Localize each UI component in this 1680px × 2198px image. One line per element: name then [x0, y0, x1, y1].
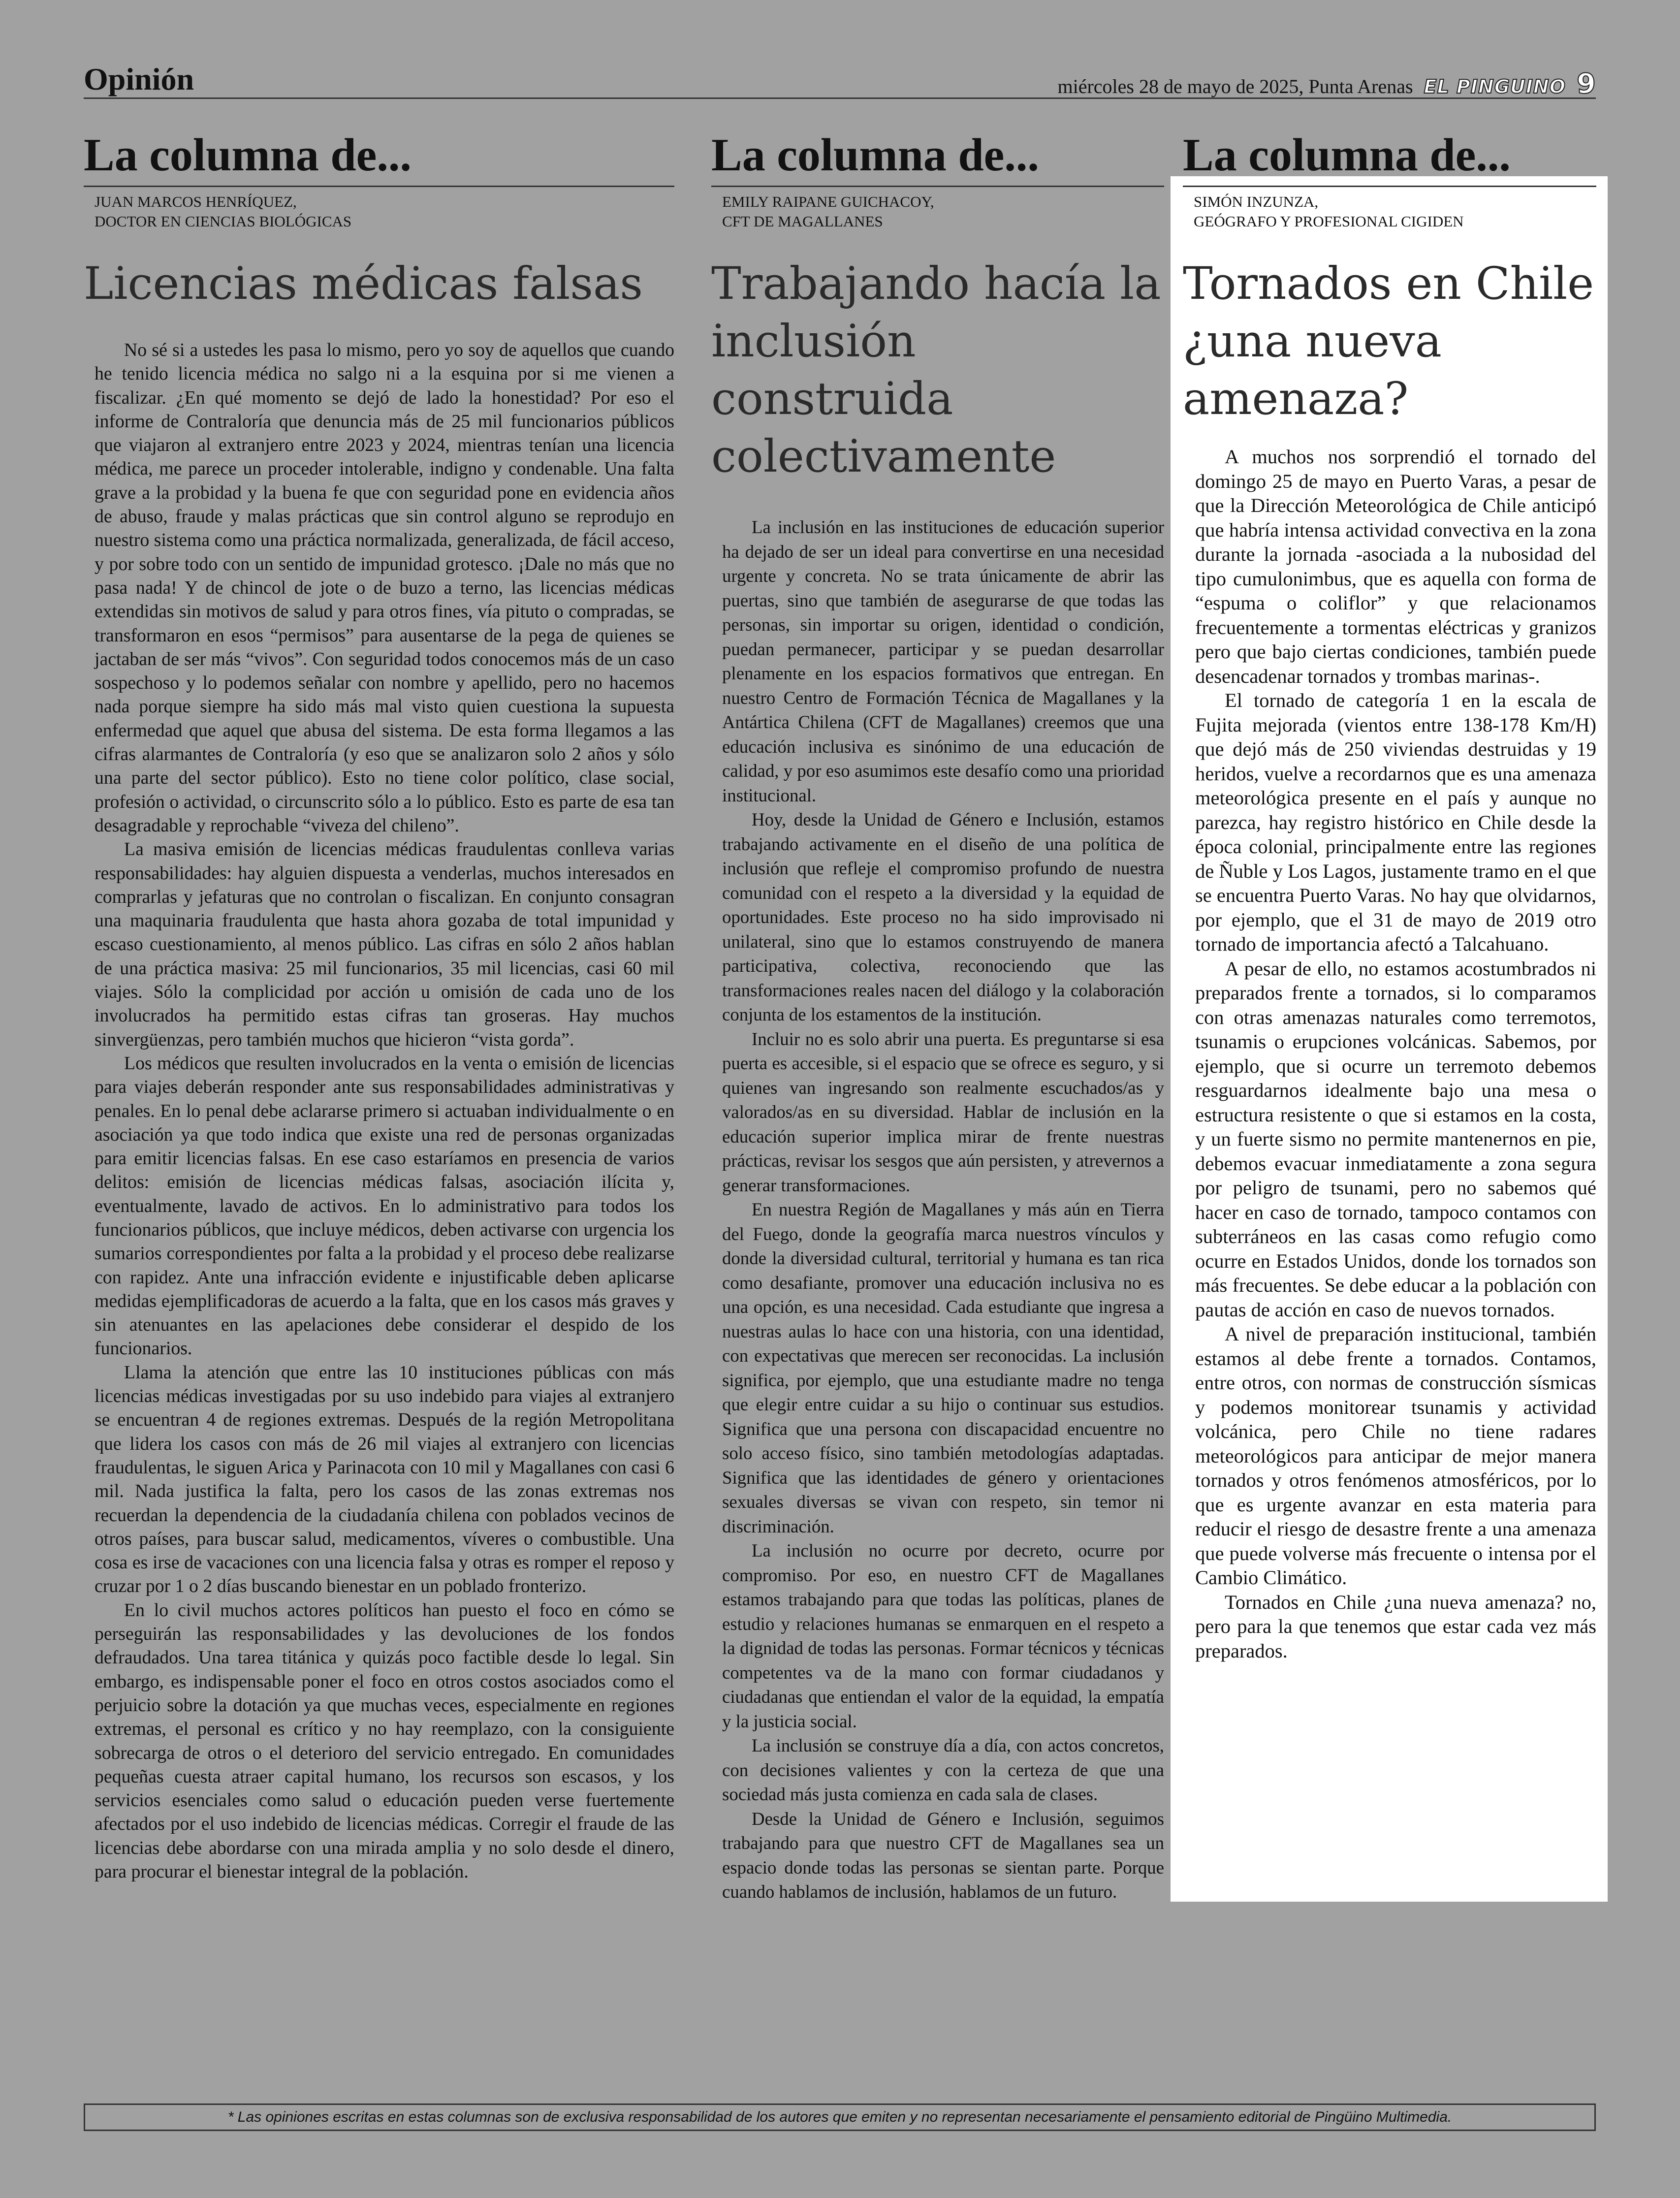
article-title: Licencias médicas falsas	[84, 258, 643, 310]
article-body	[1183, 445, 1596, 1663]
column-2	[711, 130, 1164, 1904]
column-kicker: La columna de...	[711, 130, 1164, 187]
paragraph: La inclusión no ocurre por decreto, ocurre por compromiso. Por eso, en nuestro CFT de Magallanes estamos trabajando para que todas las políticas, planes de estudio y relaciones humanas se enmarquen en el respeto a la dignidad de todas las personas. Formar técnicos y técnicas competentes va de la mano con formar ciudadanos y ciudadanas que entiendan el valor de la equidad, la empatía y la justicia social.	[722, 1540, 1164, 1731]
paragraph: Desde la Unidad de Género e Inclusión, seguimos trabajando para que nuestro CFT de Magallanes sea un espacio donde todas las personas se sientan parte. Porque cuando hablamos de inclusión, hablamos de un futuro.	[722, 1808, 1164, 1902]
paragraph: La masiva emisión de licencias médicas fraudulentas conlleva varias responsabilidades: hay alguien dispuesta a venderlas, muchos interesados en comprarlas y jefaturas que no controlan o fiscalizan. En conjunto consagran una maquinaria fraudulenta que hasta ahora gozaba de total impunidad y escaso cuestionamiento, al menos público. Las cifras en sólo 2 años hablan de una práctica masiva: 25 mil funcionarios, 35 mil licencias, casi 60 mil viajes. Sólo la complicidad por acción u omisión de cada uno de los involucrados ha permitido estas cifras tan groseras. Hay muchos sinvergüenzas, pero también muchos que hicieron “vista gorda”.	[95, 839, 674, 1050]
paragraph: El tornado de categoría 1 en la escala de Fujita mejorada (vientos entre 138-178 Km/H) que dejó más de 250 viviendas destruidas y 19 heridos, vuelve a recordarnos que es una amenaza meteorológica presente en el país y aunque no parezca, hay registro histórico en Chile desde la época colonial, principalmente entre las regiones de Ñuble y Los Lagos, justamente tramo en el que se encuentra Puerto Varas. No hay que olvidarnos, por ejemplo, que el 31 de mayo de 2019 otro tornado de importancia afectó a Talcahuano.	[1195, 689, 1596, 955]
paragraph: A nivel de preparación institucional, también estamos al debe frente a tornados. Contamos, entre otros, con normas de construcción sísmicas y podemos monitorear tsunamis y actividad volcánica, pero Chile no tiene radares meteorológicos para anticipar de mejor manera tornados y otros fenómenos atmosféricos, por lo que es urgente avanzar en esta materia para reducir el riesgo de desastre frente a una amenaza que puede volverse más frecuente o intensa por el Cambio Climático.	[1195, 1323, 1596, 1589]
article-body	[84, 338, 674, 1883]
paragraph: A pesar de ello, no estamos acostumbrados ni preparados frente a tornados, si lo comparamos con otras amenazas naturales como terremotos, tsunamis o erupciones volcánicas. Sabemos, por ejemplo, que si ocurre un terremoto debemos resguardarnos idealmente bajo una mesa o estructura resistente o que si estamos en la costa, y un fuerte sismo no permite mantenernos en pie, debemos evacuar inmediatamente a zona segura por peligro de tsunami, pero no sabemos qué hacer en caso de tornado, tampoco contamos con subterráneos en las casas como refugio como ocurre en Estados Unidos, donde los tornados son más frecuentes. Se debe educar a la población con pautas de acción en caso de nuevos tornados.	[1195, 957, 1596, 1321]
author-name: SIMÓN INZUNZA,	[1194, 193, 1319, 210]
column-1	[84, 130, 674, 1883]
section-title: Opinión	[84, 62, 194, 96]
paragraph: Tornados en Chile ¿una nueva amenaza? no, pero para la que tenemos que estar cada vez más preparados.	[1195, 1591, 1596, 1662]
column-kicker: La columna de...	[1183, 130, 1596, 187]
author-title: CFT DE MAGALLANES	[722, 213, 883, 230]
article-title: Trabajando hacía la inclusión construida colectivamente	[711, 258, 1161, 482]
paragraph: La inclusión en las instituciones de educación superior ha dejado de ser un ideal para convertirse en una necesidad urgente y concreta. No se trata únicamente de abrir las puertas, sino que también de asegurarse de que todas las personas, sin importar su origen, identidad o condición, puedan permanecer, participar y se puedan desarrollar plenamente en los espacios formativos que entregan. En nuestro Centro de Formación Técnica de Magallanes y la Antártica Chilena (CFT de Magallanes) creemos que una educación inclusiva es sinónimo de una educación de calidad, y por eso asumimos este desafío como una prioridad institucional.	[722, 517, 1164, 805]
author-byline	[722, 192, 1164, 231]
newspaper-logo: EL PINGUINO	[1424, 76, 1566, 97]
dateline	[1057, 68, 1596, 100]
author-byline	[1194, 192, 1596, 231]
author-title: DOCTOR EN CIENCIAS BIOLÓGICAS	[95, 213, 352, 230]
page-header	[84, 58, 1596, 99]
page-number: 9	[1577, 68, 1596, 100]
column-kicker: La columna de...	[84, 130, 674, 187]
author-name: JUAN MARCOS HENRÍQUEZ,	[95, 193, 297, 210]
author-title: GEÓGRAFO Y PROFESIONAL CIGIDEN	[1194, 213, 1464, 230]
paragraph: No sé si a ustedes les pasa lo mismo, pero yo soy de aquellos que cuando he tenido licencia médica no salgo ni a la esquina por si me vienen a fiscalizar. ¿En qué momento se dejó de lado la honestidad? Por eso el informe de Contraloría que denuncia más de 25 mil funcionarios públicos que viajaron al extranjero entre 2023 y 2024, mientras tenían una licencia médica, me parece un proceder intolerable, indigno y condenable. Una falta grave a la probidad y la buena fe que con seguridad pone en evidencia años de abuso, fraude y malas prácticas que sin control alguno se reprodujo en nuestro sistema como una práctica normalizada, generalizada, de fácil acceso, y por sobre todo con un sentido de impunidad grotesco. ¡Dale no más que no pasa nada! Y de chincol de jote o de buzo a terno, las licencias médicas extendidas sin motivos de salud y para otros fines, vía pituto o compradas, se transformaron en esos “permisos” para ausentarse de la pega de quienes se jactaban de ser más “vivos”. Con seguridad todos conocemos más de un caso sospechoso y lo podemos señalar con nombre y apellido, pero no hacemos nada porque siempre ha sido más mal visto quien cuestiona la supuesta enfermedad que aquel que abusa del sistema. De esta forma llegamos a las cifras alarmantes de Contraloría (y eso que se analizaron solo 2 años y sólo una parte del sector público). Esto no tiene color político, clase social, profesión o actividad, o circunscrito sólo a lo público. Esto es parte de esa tan desagradable y reprochable “viveza del chileno”.	[95, 340, 674, 836]
paragraph: A muchos nos sorprendió el tornado del domingo 25 de mayo en Puerto Varas, a pesar de que la Dirección Meteorológica de Chile anticipó que habría intensa actividad convectiva en la zona durante la jornada -asociada a la nubosidad del tipo cumulonimbus, que es aquella con forma de “espuma o coliflor” y que relacionamos frecuentemente a tormentas eléctricas y granizos pero que bajo ciertas condiciones, también puede desencadenar tornados y trombas marinas-.	[1195, 446, 1596, 687]
paragraph: La inclusión se construye día a día, con actos concretos, con decisiones valientes y con la certeza de que una sociedad más justa comienza en cada sala de clases.	[722, 1735, 1164, 1804]
paragraph: Hoy, desde la Unidad de Género e Inclusión, estamos trabajando activamente en el diseño de una política de inclusión que refleje el compromiso profundo de nuestra comunidad con el respeto a la diversidad y la equidad de oportunidades. Este proceso no ha sido improvisado ni unilateral, sino que lo estamos construyendo de manera participativa, colectiva, reconociendo que las transformaciones reales nacen del diálogo y la colaboración conjunta de los estamentos de la institución.	[722, 809, 1164, 1024]
column-3	[1183, 130, 1596, 1663]
paragraph: En lo civil muchos actores políticos han puesto el foco en cómo se perseguirán las responsabilidades y las devoluciones de los fondos defraudados. Una tarea titánica y quizás poco factible desde lo legal. Sin embargo, es indispensable poner el foco en otros costos asociados como el perjuicio sobre la dotación ya que muchas veces, especialmente en regiones extremas, el personal es crítico y no hay reemplazo, con la consiguiente sobrecarga de otros o el deterioro del servicio entregado. En comunidades pequeñas cuesta atraer capital humano, los recursos son escasos, y los servicios esenciales como salud o educación pueden verse fuertemente afectados por el uso indebido de licencias médicas. Corregir el fraude de las licencias debe abordarse con una mirada amplia y no solo desde el dinero, para procurar el bienestar integral de la población.	[95, 1599, 674, 1882]
paragraph: Incluir no es solo abrir una puerta. Es preguntarse si esa puerta es accesible, si el espacio que se ofrece es seguro, y si quienes van ingresando son realmente escuchados/as y valorados/as en su diversidad. Hablar de inclusión en la educación superior implica mirar de frente nuestras prácticas, revisar los sesgos que aún persisten, y atrevernos a generar transformaciones.	[722, 1028, 1164, 1195]
author-name: EMILY RAIPANE GUICHACOY,	[722, 193, 934, 210]
paragraph: En nuestra Región de Magallanes y más aún en Tierra del Fuego, donde la geografía marca nuestros vínculos y donde la diversidad cultural, territorial y humana es tan rica como desafiante, promover una educación inclusiva no es una opción, es una necesidad. Cada estudiante que ingresa a nuestras aulas lo hace con una historia, con una identidad, con expectativas que merecen ser reconocidas. La inclusión significa, por ejemplo, que una estudiante madre no tenga que elegir entre cuidar a su hijo o continuar sus estudios. Significa que una persona con discapacidad encuentre no solo acceso físico, sino también metodologías adaptadas. Significa que las identidades de género y orientaciones sexuales diversas se vivan con respeto, sin temor ni discriminación.	[722, 1199, 1164, 1536]
author-byline	[95, 192, 674, 231]
date-location: miércoles 28 de mayo de 2025, Punta Arenas	[1057, 75, 1413, 97]
article-body	[711, 515, 1164, 1904]
article-title: Tornados en Chile ¿una nueva amenaza?	[1183, 258, 1594, 425]
paragraph: Llama la atención que entre las 10 instituciones públicas con más licencias médicas investigadas por su uso indebido para viajes al extranjero se encuentran 4 de regiones extremas. Después de la región Metropolitana que lidera los casos con más de 26 mil viajes al extranjero con licencias fraudulentas, le siguen Arica y Parinacota con 10 mil y Magallanes con casi 6 mil. Nada justifica la falta, pero los casos de las zonas extremas nos recuerdan la dependencia de la ciudadanía chilena con poblados vecinos de otros países, para buscar salud, medicamentos, víveres o combustible. Una cosa es irse de vacaciones con una licencia falsa y otras es romper el reposo y cruzar por 1 o 2 días buscando bienestar en un poblado fronterizo.	[95, 1362, 674, 1597]
disclaimer: * Las opiniones escritas en estas columnas son de exclusiva responsabilidad de los autores que emiten y no representan necesariamente el pensamiento editorial de Pingüino Multimedia.	[84, 2103, 1596, 2131]
paragraph: Los médicos que resulten involucrados en la venta o emisión de licencias para viajes deberán responder ante sus responsabilidades administrativas y penales. En lo penal debe aclararse primero si actuaban individualmente o en asociación ya que todo indica que existe una red de personas organizadas para emitir licencias falsas. En ese caso estaríamos en presencia de varios delitos: emisión de licencias médicas falsas, asociación ilícita y, eventualmente, lavado de activos. En lo administrativo para todos los funcionarios públicos, que incluye médicos, deben activarse con urgencia los sumarios correspondientes por falta a la probidad y el proceso debe realizarse con rapidez. Ante una infracción evidente e injustificable deben aplicarse medidas ejemplificadoras de acuerdo a la falta, que en los casos más graves y sin atenuantes en las apelaciones debe considerar el despido de los funcionarios.	[95, 1052, 674, 1359]
